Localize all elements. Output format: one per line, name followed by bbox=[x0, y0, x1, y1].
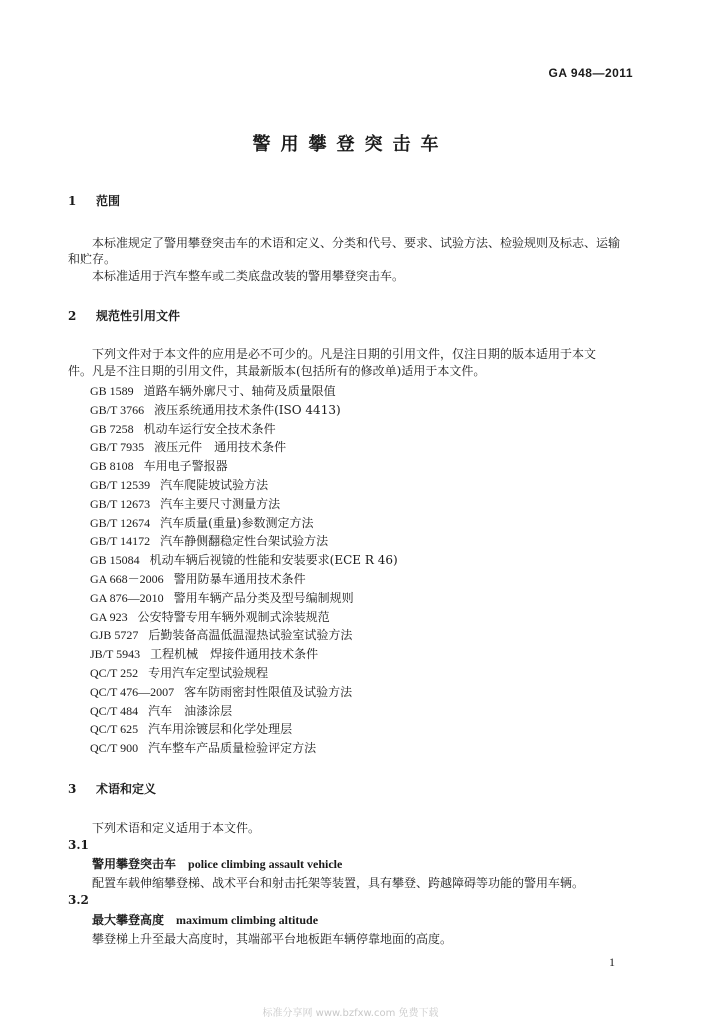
term-english: police climbing assault vehicle bbox=[188, 857, 343, 871]
reference-item bbox=[90, 420, 398, 439]
reference-name: 汽车静侧翻稳定性台架试验方法 bbox=[160, 534, 329, 549]
reference-item bbox=[90, 438, 398, 457]
term-chinese: 最大攀登高度 bbox=[92, 913, 165, 927]
reference-name: 车用电子警报器 bbox=[143, 459, 228, 474]
reference-code: QC/T 484 bbox=[90, 703, 139, 718]
reference-name: 警用车辆产品分类及型号编制规则 bbox=[173, 590, 354, 605]
section-number: 1 bbox=[68, 194, 77, 208]
reference-item bbox=[90, 702, 398, 721]
section-2-intro-line-2: 件。凡是不注日期的引用文件，其最新版本(包括所有的修改单)适用于本文件。 bbox=[68, 364, 486, 378]
reference-item bbox=[90, 570, 398, 589]
reference-name: 工程机械 焊接件通用技术条件 bbox=[150, 647, 319, 662]
reference-item bbox=[90, 532, 398, 551]
reference-item bbox=[90, 683, 398, 702]
term-chinese: 警用攀登突击车 bbox=[92, 857, 177, 871]
reference-item bbox=[90, 664, 398, 683]
reference-item bbox=[90, 739, 398, 758]
document-number: GA 948—2011 bbox=[548, 66, 633, 80]
reference-code: GB/T 12539 bbox=[90, 477, 151, 492]
section-3-intro: 下列术语和定义适用于本文件。 bbox=[92, 821, 261, 835]
section-2-heading bbox=[68, 307, 180, 324]
reference-item bbox=[90, 589, 398, 608]
term-3-1-title bbox=[92, 855, 342, 873]
reference-code: GB 15084 bbox=[90, 553, 140, 568]
normative-references-list bbox=[90, 382, 398, 758]
reference-name: 汽车用涂镀层和化学处理层 bbox=[148, 722, 293, 737]
reference-item bbox=[90, 720, 398, 739]
reference-name: 汽车主要尺寸测量方法 bbox=[160, 496, 281, 511]
reference-code: GB/T 14172 bbox=[90, 534, 151, 549]
reference-item bbox=[90, 551, 398, 570]
reference-item bbox=[90, 401, 398, 420]
reference-name: 液压系统通用技术条件(ISO 4413) bbox=[154, 402, 341, 417]
reference-code: GB/T 7935 bbox=[90, 440, 145, 455]
section-1-heading bbox=[68, 192, 120, 209]
reference-code: GA 876—2010 bbox=[90, 590, 164, 605]
section-2-intro-line-1: 下列文件对于本文件的应用是必不可少的。凡是注日期的引用文件，仅注日期的版本适用于本文 bbox=[92, 347, 597, 361]
term-number: 3.2 bbox=[68, 893, 89, 907]
section-title: 范围 bbox=[96, 194, 121, 208]
reference-code: GA 923 bbox=[90, 609, 128, 624]
section-1-para-1-line-1: 本标准规定了警用攀登突击车的术语和定义、分类和代号、要求、试验方法、检验规则及标志、运输 bbox=[92, 236, 621, 250]
reference-code: QC/T 476—2007 bbox=[90, 684, 175, 699]
reference-item bbox=[90, 514, 398, 533]
reference-name: 专用汽车定型试验规程 bbox=[148, 665, 269, 680]
reference-name: 机动车辆后视镜的性能和安装要求(ECE R 46) bbox=[149, 553, 398, 568]
reference-code: GA 668－2006 bbox=[90, 571, 164, 586]
reference-name: 汽车 油漆涂层 bbox=[148, 703, 233, 718]
term-english: maximum climbing altitude bbox=[176, 913, 319, 927]
reference-name: 机动车运行安全技术条件 bbox=[143, 421, 276, 436]
section-number: 3 bbox=[68, 782, 77, 796]
reference-item bbox=[90, 626, 398, 645]
reference-code: QC/T 252 bbox=[90, 665, 139, 680]
reference-code: GJB 5727 bbox=[90, 628, 139, 643]
reference-name: 警用防暴车通用技术条件 bbox=[173, 571, 306, 586]
reference-code: GB 1589 bbox=[90, 384, 134, 398]
reference-name: 汽车质量(重量)参数测定方法 bbox=[160, 515, 314, 530]
section-title: 规范性引用文件 bbox=[96, 309, 181, 323]
reference-name: 汽车爬陡坡试验方法 bbox=[160, 477, 269, 492]
section-1-para-1-line-2: 和贮存。 bbox=[68, 252, 117, 266]
reference-item bbox=[90, 476, 398, 495]
reference-name: 公安特警专用车辆外观制式涂装规范 bbox=[137, 609, 330, 624]
reference-name: 后勤装备高温低温湿热试验室试验方法 bbox=[148, 628, 353, 643]
reference-code: GB/T 3766 bbox=[90, 402, 145, 417]
reference-code: QC/T 625 bbox=[90, 722, 139, 737]
reference-name: 客车防雨密封性限值及试验方法 bbox=[184, 684, 353, 699]
reference-name: 道路车辆外廓尺寸、轴荷及质量限值 bbox=[143, 384, 336, 398]
section-1-para-2: 本标准适用于汽车整车或二类底盘改装的警用攀登突击车。 bbox=[92, 269, 405, 283]
reference-code: JB/T 5943 bbox=[90, 647, 141, 662]
reference-item bbox=[90, 382, 398, 401]
reference-code: GB 7258 bbox=[90, 421, 134, 436]
reference-name: 汽车整车产品质量检验评定方法 bbox=[148, 741, 317, 756]
reference-item bbox=[90, 645, 398, 664]
watermark-footer: 标准分享网 www.bzfxw.com 免费下载 bbox=[262, 1008, 439, 1019]
section-number: 2 bbox=[68, 309, 77, 323]
reference-item bbox=[90, 495, 398, 514]
reference-code: GB/T 12673 bbox=[90, 496, 151, 511]
reference-name: 液压元件 通用技术条件 bbox=[154, 440, 287, 455]
page-number: 1 bbox=[609, 955, 615, 969]
document-title: 警用攀登突击车 bbox=[252, 134, 449, 155]
term-3-1-definition: 配置车载伸缩攀登梯、战术平台和射击托架等装置，具有攀登、跨越障碍等功能的警用车辆。 bbox=[92, 876, 585, 890]
reference-item bbox=[90, 608, 398, 627]
reference-code: GB 8108 bbox=[90, 459, 134, 474]
section-3-heading bbox=[68, 780, 156, 797]
reference-code: QC/T 900 bbox=[90, 741, 139, 756]
reference-code: GB/T 12674 bbox=[90, 515, 151, 530]
term-3-2-title bbox=[92, 911, 318, 929]
section-title: 术语和定义 bbox=[96, 782, 157, 796]
term-number: 3.1 bbox=[68, 838, 89, 852]
term-3-2-definition: 攀登梯上升至最大高度时，其端部平台地板距车辆停靠地面的高度。 bbox=[92, 932, 453, 946]
reference-item bbox=[90, 457, 398, 476]
